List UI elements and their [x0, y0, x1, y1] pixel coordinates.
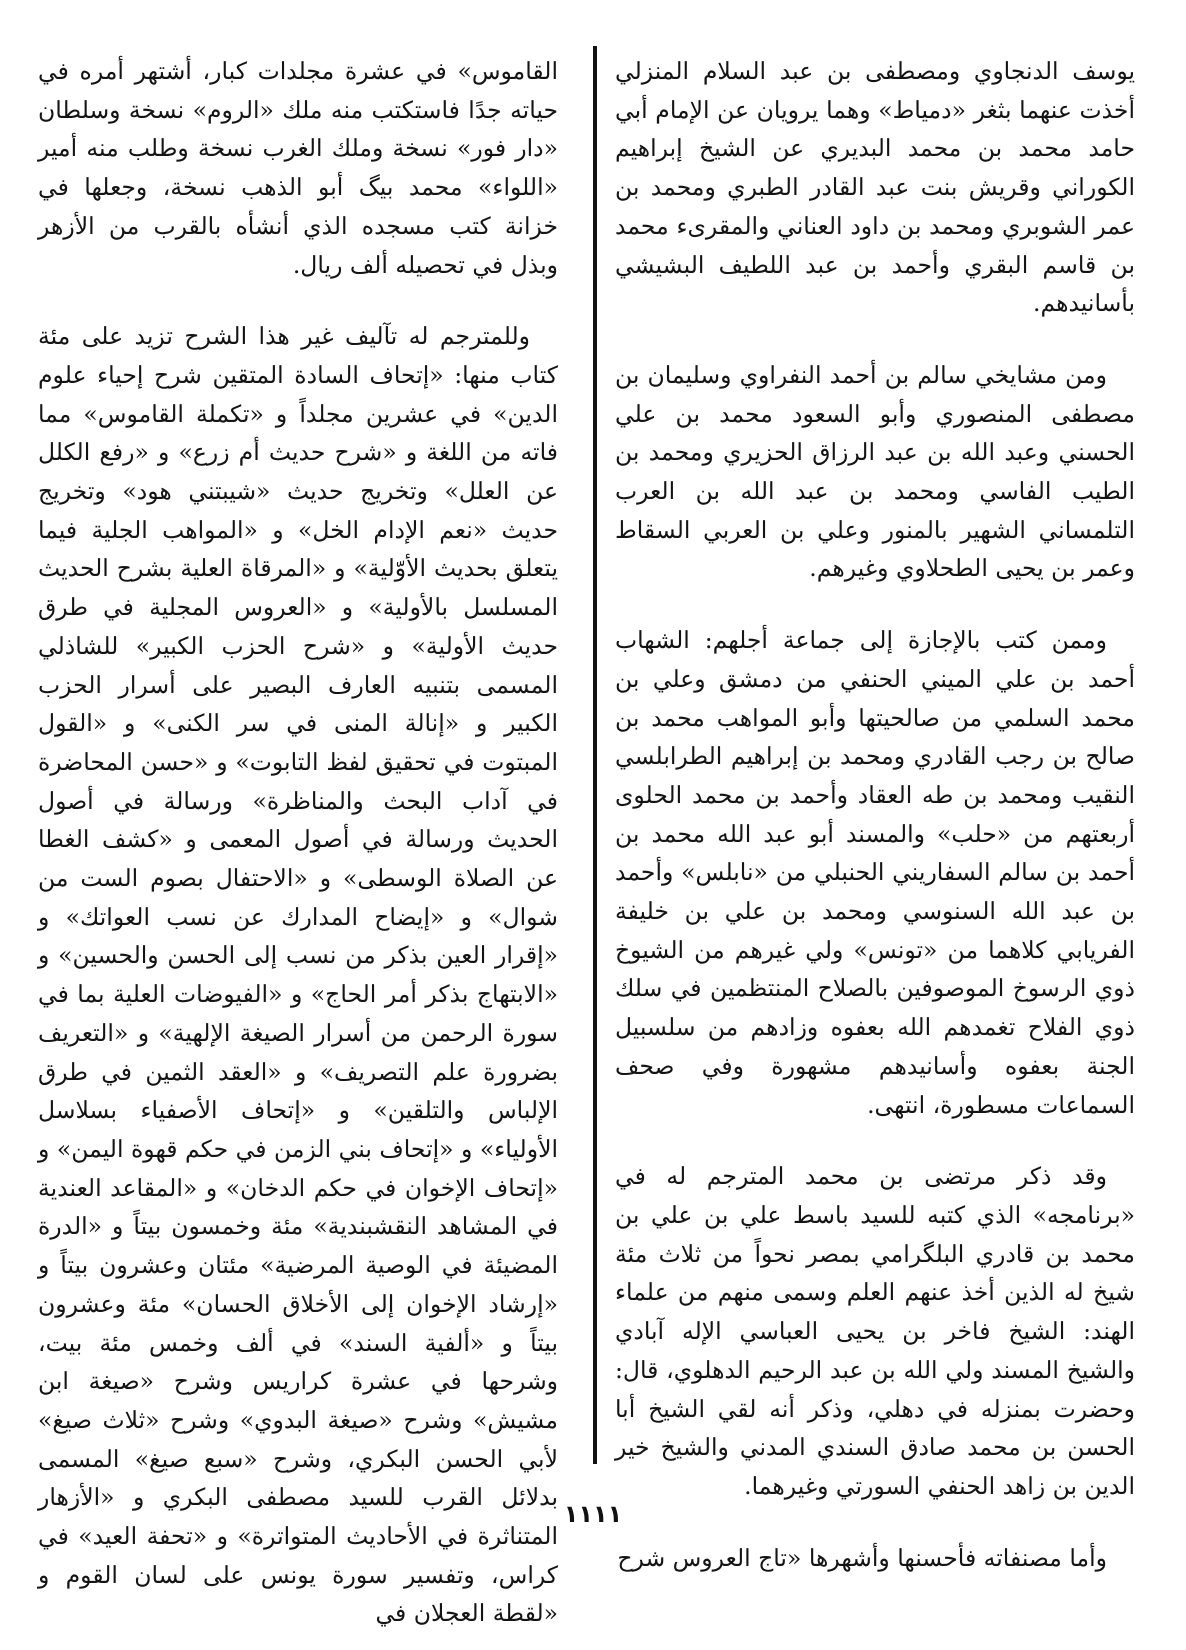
- paragraph: وللمترجم له تآليف غير هذا الشرح تزيد على مئة كتاب منها: «إتحاف السادة المتقين شرح إحياء علوم الدين» في عشرين مجلداً و «تكملة القاموس» مما فاته من اللغة و «شرح حديث أم زرع» و «رفع الكلل عن العلل» وتخريج حديث «شيبتني هود» وتخريج حديث «نعم الإدام الخل» و «المواهب الجلية فيما يتعلق بحديث الأوّلية» و «المرقاة العلية بشرح الحديث المسلسل بالأولية» و «العروس المجلية في طرق حديث الأولية» و «شرح الحزب الكبير» للشاذلي المسمى بتنبيه العارف البصير على أسرار الحزب الكبير و «إنالة المنى في سر الكنى» و «القول المبتوت في تحقيق لفظ التابوت» و «حسن المحاضرة في آداب البحث والمناظرة» ورسالة في أصول الحديث ورسالة في أصول المعمى و «كشف الغطا عن الصلاة الوسطى» و «الاحتفال بصوم الست من شوال» و «إيضاح المدارك عن نسب العواتك» و «إقرار العين بذكر من نسب إلى الحسن والحسين» و «الابتهاج بذكر أمر الحاج» و «الفيوضات العلية بما في سورة الرحمن من أسرار الصيغة الإلهية» و «التعريف بضرورة علم التصريف» و «العقد الثمين في طرق الإلباس والتلقين» و «إتحاف الأصفياء بسلاسل الأولياء» و «إتحاف بني الزمن في حكم قهوة اليمن» و «إتحاف الإخوان في حكم الدخان» و «المقاعد العندية في المشاهد النقشبندية» مئة وخمسون بيتاً و «الدرة المضيئة في الوصية المرضية» مئتان وعشرون بيتاً و «إرشاد الإخوان إلى الأخلاق الحسان» مئة وعشرون بيتاً و «ألفية السند» في ألف وخمس مئة بيت، وشرحها في عشرة كراريس وشرح «صيغة ابن مشيش» وشرح «صيغة البدوي» وشرح «ثلاث صيغ» لأبي الحسن البكري، وشرح «سبع صيغ» المسمى بدلائل القرب للسيد مصطفى البكري و «الأزهار المتناثرة في الأحاديث المتواترة» و «تحفة العيد» في كراس، وتفسير سورة يونس على لسان القوم و «لقطة العجلان في: [38, 322, 558, 1628]
- column-divider: [593, 46, 597, 1464]
- page-number: ١١١١: [563, 1500, 623, 1528]
- paragraph: وقد ذكر مرتضى بن محمد المترجم له في «برنامجه» الذي كتبه للسيد باسط علي بن علي بن محمد بن قادري البلگرامي بمصر نحواً من ثلاث مئة شيخ له الذين أخذ عنهم العلم وسمى منهم من علماء الهند: الشيخ فاخر بن يحيى العباسي الإله آبادي والشيخ المسند ولي الله بن عبد الرحيم الدهلوي، قال: وحضرت بمنزله في دهلي، وذكر أنه لقي الشيخ أبا الحسن بن محمد صادق السندي المدني والشيخ خير الدين بن زاهد الحنفي السورتي وغيرهما.: [615, 1162, 1135, 1500]
- paragraph: القاموس» في عشرة مجلدات كبار، أشتهر أمره في حياته جدًا فاستكتب منه ملك «الروم» نسخة وسلطان «دار فور» نسخة وملك الغرب نسخة وطلب منه أمير «اللواء» محمد بيگ أبو الذهب نسخة، وجعلها في خزانة كتب مسجده الذي أنشأه بالقرب من الأزهر وبذل في تحصيله ألف ريال.: [38, 57, 558, 279]
- paragraph: وأما مصنفاته فأحسنها وأشهرها «تاج العروس شرح: [617, 1543, 1107, 1572]
- paragraph: وممن كتب بالإجازة إلى جماعة أجلهم: الشهاب أحمد بن علي الميني الحنفي من دمشق وعلي بن محمد السلمي من صالحيتها وأبو المواهب محمد بن صالح بن رجب القادري ومحمد بن إبراهيم الطرابلسي النقيب ومحمد بن طه العقاد وأحمد بن محمد الحلوى أربعتهم من «حلب» والمسند أبو عبد الله محمد بن أحمد بن سالم السفاريني الحنبلي من «نابلس» وأحمد بن عبد الله السنوسي ومحمد بن علي بن خليفة الفريابي كلاهما من «تونس» ولي غيرهم من الشيوخ ذوي الرسوخ الموصوفين بالصلاح المنتظمين في سلك ذوي الفلاح تغمدهم الله بعفوه وزادهم من سلسبيل الجنة بعفوه وأسانيدهم مشهورة وفي صحف السماعات مسطورة، انتهى.: [615, 626, 1135, 1119]
- right-column: [615, 52, 1135, 1577]
- paragraph: يوسف الدنجاوي ومصطفى بن عبد السلام المنزلي أخذت عنهما بثغر «دمياط» وهما يرويان عن الإمام أبي حامد محمد بن محمد البديري عن الشيخ إبراهيم الكوراني وقريش بنت عبد القادر الطبري ومحمد بن عمر الشوبري ومحمد بن داود العناني والمقرىء محمد بن قاسم البقري وأحمد بن عبد اللطيف البشيشي بأسانيدهم.: [615, 57, 1135, 318]
- paragraph: ومن مشايخي سالم بن أحمد النفراوي وسليمان بن مصطفى المنصوري وأبو السعود محمد بن علي الحسني وعبد الله بن عبد الرزاق الحزيري ومحمد بن الطيب الفاسي ومحمد بن عبد الله بن العرب التلمساني الشهير بالمنور وعلي بن العربي السقاط وعمر بن يحيى الطحلاوي وغيرهم.: [615, 360, 1135, 583]
- left-column: [38, 52, 558, 1633]
